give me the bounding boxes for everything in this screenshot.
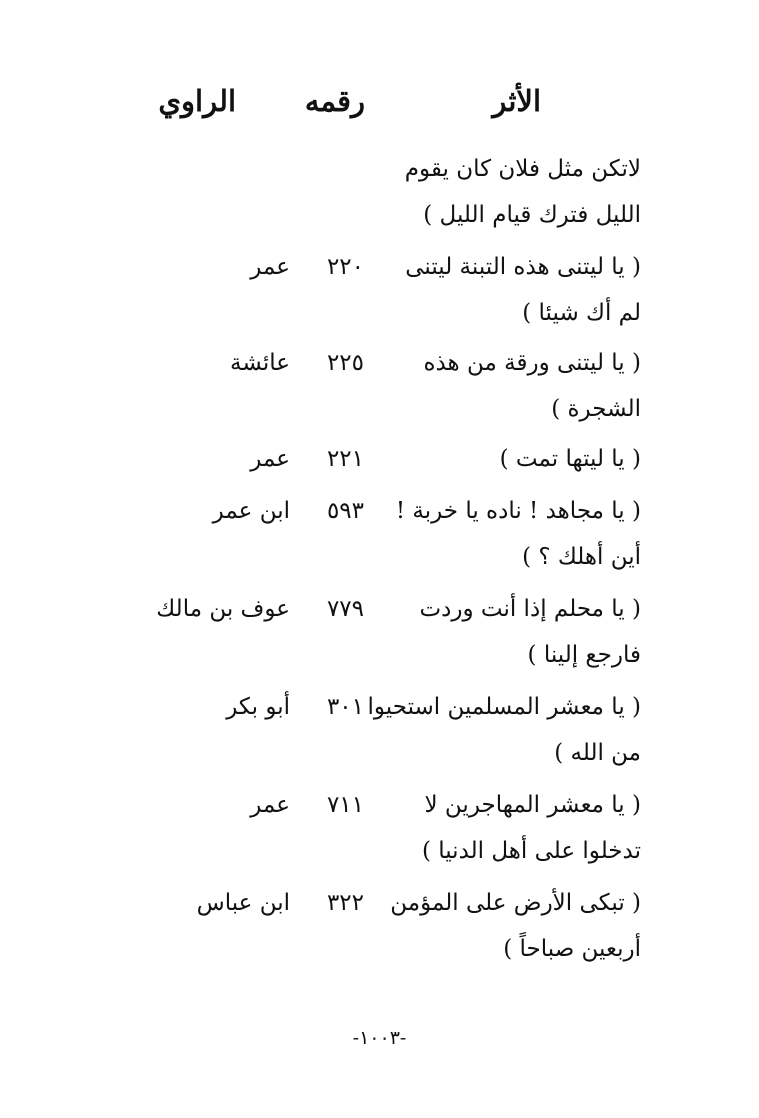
entry-narrator: عمر — [250, 446, 290, 472]
athar-text — [386, 488, 641, 580]
entry-narrator: عائشة — [230, 350, 290, 376]
entry-number: ٢٢١ — [326, 446, 364, 472]
athar-text — [386, 586, 641, 678]
entry-row — [81, 782, 641, 862]
athar-line: تدخلوا على أهل الدنيا ) — [421, 838, 641, 864]
header-narrator: الراوي — [158, 84, 236, 118]
entry-narrator: عوف بن مالك — [156, 596, 290, 622]
entry-number: ٣٠١ — [326, 694, 364, 720]
athar-line: لم أك شيئا ) — [522, 300, 641, 326]
athar-line: لاتكن مثل فلان كان يقوم — [404, 156, 641, 182]
header-athar: الأثر — [492, 84, 541, 118]
entry-number: ٧١١ — [326, 792, 364, 818]
entry-narrator: أبو بكر — [226, 694, 290, 720]
entry-narrator: عمر — [250, 254, 290, 280]
athar-line: ( تبكى الأرض على المؤمن — [390, 890, 641, 916]
athar-text — [386, 880, 641, 972]
athar-line: ( يا ليتنى هذه التبنة ليتنى — [405, 254, 641, 280]
athar-line: أين أهلك ؟ ) — [522, 544, 641, 570]
athar-text — [386, 782, 641, 874]
athar-line: ( يا ليتها تمت ) — [499, 446, 641, 472]
entry-number: ٥٩٣ — [326, 498, 364, 524]
athar-line: ( يا محلم إذا أنت وردت — [419, 596, 641, 622]
entry-number: ٧٧٩ — [326, 596, 364, 622]
header-number: رقمه — [304, 84, 365, 118]
athar-line: أربعين صباحاً ) — [503, 936, 641, 962]
entry-row — [81, 244, 641, 324]
entry-row — [81, 340, 641, 420]
entry-narrator: ابن عباس — [196, 890, 290, 916]
athar-line: الليل فترك قيام الليل ) — [423, 202, 641, 228]
entry-row — [81, 146, 641, 226]
entry-row — [81, 488, 641, 568]
athar-text — [386, 436, 641, 482]
entry-row — [81, 684, 641, 764]
entry-row — [81, 880, 641, 960]
athar-line: فارجع إلينا ) — [527, 642, 641, 668]
entry-number: ٢٢٥ — [326, 350, 364, 376]
athar-text — [386, 146, 641, 238]
athar-line: ( يا مجاهد ! ناده يا خربة ! — [395, 498, 641, 524]
athar-line: الشجرة ) — [551, 396, 641, 422]
entry-narrator: ابن عمر — [212, 498, 290, 524]
entry-number: ٣٢٢ — [326, 890, 364, 916]
athar-text — [367, 684, 641, 776]
athar-line: من الله ) — [554, 740, 641, 766]
athar-line: ( يا معشر المسلمين استحيوا — [367, 694, 641, 720]
entry-row — [81, 586, 641, 666]
athar-line: ( يا ليتنى ورقة من هذه — [423, 350, 641, 376]
athar-line: ( يا معشر المهاجرين لا — [424, 792, 641, 818]
page-number: -١٠٠٣- — [352, 1027, 407, 1049]
entry-number: ٢٢٠ — [326, 254, 364, 280]
athar-text — [386, 340, 641, 432]
athar-text — [386, 244, 641, 336]
entry-narrator: عمر — [250, 792, 290, 818]
